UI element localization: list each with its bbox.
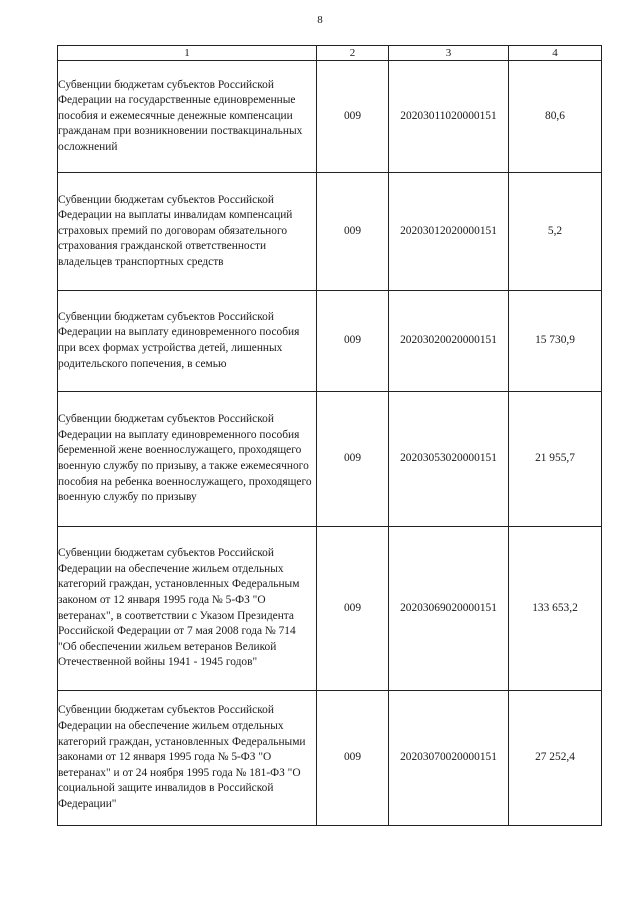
row-amount: 27 252,4	[509, 691, 602, 826]
table-row	[58, 291, 602, 392]
row-name: Субвенции бюджетам субъектов Российской Федерации на выплату единовременного пособия при всех формах устройства детей, лишенных родительского попечения, в семью	[58, 291, 317, 392]
row-budget-code: 20203069020000151	[389, 527, 509, 691]
table-header-row	[58, 46, 602, 61]
row-name: Субвенции бюджетам субъектов Российской Федерации на обеспечение жильем отдельных категорий граждан, установленных Федеральными законами от 12 января 1995 года № 5-ФЗ "О ветеранах" и от 24 ноября 1995 года № 181-ФЗ "О социальной защите инвалидов в Российской Федерации"	[58, 691, 317, 826]
row-amount: 5,2	[509, 173, 602, 291]
row-budget-code: 20203012020000151	[389, 173, 509, 291]
row-admin-code: 009	[317, 392, 389, 527]
row-budget-code: 20203011020000151	[389, 61, 509, 173]
row-admin-code: 009	[317, 691, 389, 826]
row-admin-code: 009	[317, 291, 389, 392]
table-row	[58, 527, 602, 691]
table-row	[58, 61, 602, 173]
page-number: 8	[317, 14, 323, 26]
table-row	[58, 392, 602, 527]
row-amount: 15 730,9	[509, 291, 602, 392]
row-budget-code: 20203070020000151	[389, 691, 509, 826]
row-amount: 21 955,7	[509, 392, 602, 527]
row-name: Субвенции бюджетам субъектов Российской Федерации на выплату единовременного пособия беременной жене военнослужащего, проходящего военную службу по призыву, а также ежемесячного пособия на ребенка военнослужащего, проходящего военную службу по призыву	[58, 392, 317, 527]
column-header-4: 4	[509, 46, 602, 61]
column-header-1: 1	[58, 46, 317, 61]
table-row	[58, 173, 602, 291]
row-admin-code: 009	[317, 61, 389, 173]
budget-table	[57, 45, 602, 826]
row-budget-code: 20203020020000151	[389, 291, 509, 392]
row-amount: 133 653,2	[509, 527, 602, 691]
row-name: Субвенции бюджетам субъектов Российской Федерации на государственные единовременные пособия и ежемесячные денежные компенсации гражданам при возникновении поствакцинальных осложнений	[58, 61, 317, 173]
row-name: Субвенции бюджетам субъектов Российской Федерации на обеспечение жильем отдельных категорий граждан, установленных Федеральным законом от 12 января 1995 года № 5-ФЗ "О ветеранах", в соответствии с Указом Президента Российской Федерации от 7 мая 2008 года № 714 "Об обеспечении жильем ветеранов Великой Отечественной войны 1941 - 1945 годов"	[58, 527, 317, 691]
row-name: Субвенции бюджетам субъектов Российской Федерации на выплаты инвалидам компенсаций страховых премий по договорам обязательного страхования гражданской ответственности владельцев транспортных средств	[58, 173, 317, 291]
row-amount: 80,6	[509, 61, 602, 173]
row-budget-code: 20203053020000151	[389, 392, 509, 527]
row-admin-code: 009	[317, 527, 389, 691]
column-header-2: 2	[317, 46, 389, 61]
column-header-3: 3	[389, 46, 509, 61]
table-row	[58, 691, 602, 826]
row-admin-code: 009	[317, 173, 389, 291]
